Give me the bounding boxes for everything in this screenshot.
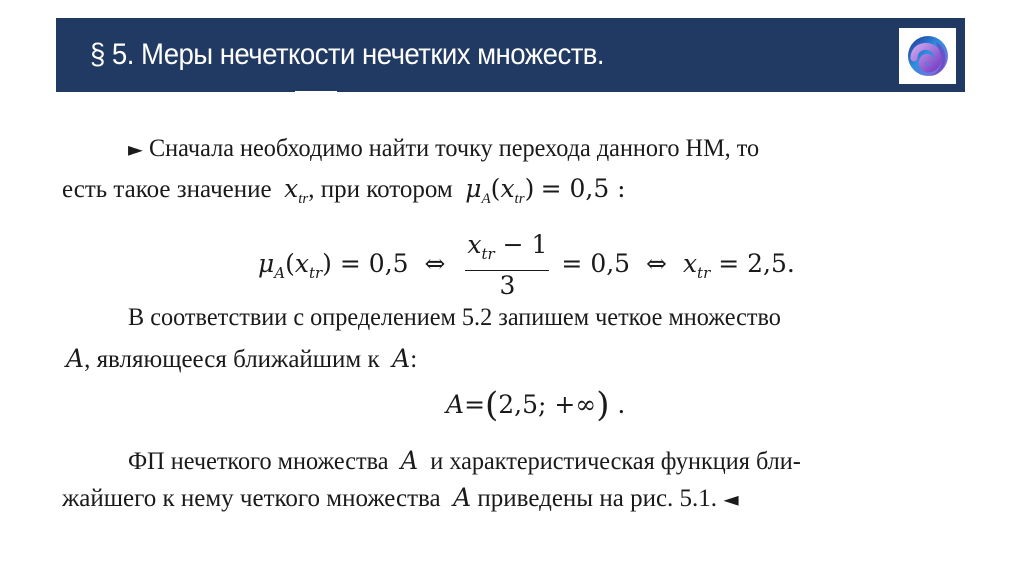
eq1-close: ) xyxy=(322,249,332,278)
paren-close: ) xyxy=(524,174,535,203)
eq1-equals: = 0,5 xyxy=(339,249,409,278)
var-mu-subscript: A xyxy=(481,191,491,207)
slide-title: § 5. Меры нечеткости нечетких множеств. xyxy=(90,38,605,71)
iff-arrow-icon: ⇔ xyxy=(646,249,667,278)
var-A: A xyxy=(392,344,411,373)
para1-text3: , при котором xyxy=(308,176,453,203)
para2-line1 xyxy=(128,303,781,333)
para2-text1: В соответствии с определением 5.2 запишем четкое множество xyxy=(128,304,781,331)
var-x: x xyxy=(500,174,515,203)
para3-line1 xyxy=(128,446,801,477)
var-x-subscript: tr xyxy=(298,191,309,207)
equation-1 xyxy=(258,230,795,303)
eq2-close: ) xyxy=(596,385,610,425)
para3-line2 xyxy=(62,483,739,514)
triangle-left-icon: ◄ xyxy=(723,487,739,511)
var-x-subscript: tr xyxy=(514,191,525,207)
var-mu: μ xyxy=(465,174,482,203)
eq1-x-sub: tr xyxy=(308,264,323,282)
para2-text2: , являющееся ближайшим к xyxy=(84,346,380,373)
eq2-open: ( xyxy=(485,385,499,425)
eq1-x: x xyxy=(294,249,309,278)
frac-x: x xyxy=(467,230,482,259)
para1-line1 xyxy=(128,134,759,164)
iff-arrow-icon: ⇔ xyxy=(424,249,446,278)
para3-text2: и характеристическая функция бли- xyxy=(430,448,801,475)
para3-text4: приведены на рис. 5.1. xyxy=(477,485,718,512)
eq2-interval: 2,5; +∞ xyxy=(498,390,597,419)
paren-open: ( xyxy=(490,174,501,203)
para1-text1: Сначала необходимо найти точку перехода данного НМ, то xyxy=(148,135,760,162)
var-A: A xyxy=(66,344,85,373)
fraction-numerator xyxy=(465,230,549,271)
para3-text3: жайшего к нему четкого множества xyxy=(62,485,441,512)
var-A: A xyxy=(453,483,472,512)
eq1-res-sub: tr xyxy=(697,264,711,282)
eq1-equals-2: = 0,5 xyxy=(561,249,631,278)
eq1-mu: μ xyxy=(258,249,275,278)
triangle-right-icon: ► xyxy=(128,137,143,161)
para3-text1: ФП нечеткого множества xyxy=(128,448,389,475)
eq2-period: . xyxy=(617,390,626,419)
para2-line2 xyxy=(66,344,417,375)
fraction xyxy=(465,230,549,301)
colon: : xyxy=(410,346,418,373)
para1-text2: есть такое значение xyxy=(62,176,272,203)
eq1-result: = 2,5. xyxy=(718,249,795,278)
eq1-open: ( xyxy=(285,249,295,278)
para1-line2 xyxy=(62,174,626,214)
fraction-denominator: 3 xyxy=(499,271,516,300)
var-x: x xyxy=(284,174,299,203)
eq2-equals: = xyxy=(464,390,486,419)
equation-2 xyxy=(446,385,626,425)
frac-minus-one: − 1 xyxy=(494,230,548,259)
eq1-res-x: x xyxy=(682,249,698,278)
frac-x-sub: tr xyxy=(481,245,495,263)
eq2-A: A xyxy=(446,390,465,419)
equals-value: = 0,5 : xyxy=(540,174,626,203)
eq1-mu-sub: A xyxy=(274,264,286,282)
var-A: A xyxy=(400,446,419,475)
